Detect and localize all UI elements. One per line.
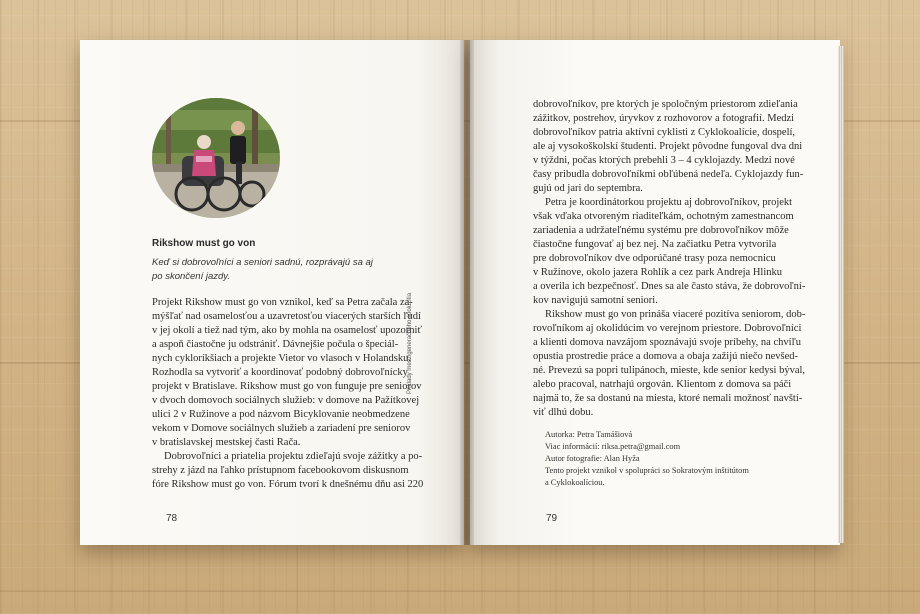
body-line: nych cykloríkšiach a projekte Vietor vo vlasoch v Holandsku. xyxy=(152,353,411,364)
article-heading: Rikshow must go von xyxy=(152,238,256,249)
credit-photo: Autor fotografie: Alan Hyža xyxy=(545,454,640,463)
body-line: mýšľať nad osamelosťou a uzavretosťou viacerých starších ľudí xyxy=(152,311,421,322)
credit-author: Autorka: Petra Tamášiová xyxy=(545,430,633,439)
body-line: opustia prostredie práce a domova a obaja zažijú niečo nevšed- xyxy=(533,351,799,362)
page-number-right: 79 xyxy=(546,513,558,524)
body-line: a overila ich bezpečnosť. Dnes sa ale často stáva, že dobrovoľní- xyxy=(533,281,806,292)
body-line: fóre Rikshow must go von. Fórum tvorí k dnešnému dňu asi 220 xyxy=(152,479,424,490)
body-line: gujú od jari do septembra. xyxy=(533,183,643,194)
open-book xyxy=(80,40,840,545)
body-line: Petra je koordinátorkou projektu aj dobrovoľníkov, projekt xyxy=(545,197,793,208)
body-line: v Ružinove, okolo jazera Rohlík a cez park Andreja Hlinku xyxy=(533,267,783,278)
body-line: vekom v Domove sociálnych služieb a zariadení pre seniorov xyxy=(152,423,411,434)
rickshaw-photo-image xyxy=(152,98,280,218)
body-line: Rozhodla sa vytvoriť a koordinovať podobný dobrovoľnícky xyxy=(152,367,408,378)
floor-seam xyxy=(0,590,920,592)
body-line: viť dlhú dobu. xyxy=(533,407,594,418)
body-line: ulici 2 v Ružinove a pod názvom Bicyklovanie neobmedzene xyxy=(152,409,410,420)
body-line: kov navigujú samotní seniori. xyxy=(533,295,658,306)
body-line: časy pribudla dobrovoľníkmi obľúbená nedeľa. Cyklojazdy fun- xyxy=(533,169,804,180)
body-line: v dvoch domovoch sociálnych služieb: v domove na Pažítkovej xyxy=(152,395,420,406)
credit-cooperation-cont: a Cyklokoalíciou. xyxy=(545,478,605,487)
body-line: strehy z jázd na ľahko prístupnom facebookovom diskusnom xyxy=(152,465,409,476)
body-line: né. Prevezú sa popri tulipánoch, mieste, kde senior kedysi býval, xyxy=(533,365,806,376)
credit-cooperation: Tento projekt vznikol v spolupráci so Sokratovým inštitútom xyxy=(545,466,749,475)
body-line: alebo pracoval, natrhajú orgován. Klientom z domova sa páči xyxy=(533,379,792,390)
lead-line: Keď si dobrovoľníci a seniori sadnú, rozprávajú sa aj xyxy=(152,257,373,268)
body-line: dobrovoľníkov, pre ktorých je spoločným priestorom zdieľania xyxy=(533,99,798,110)
body-line: pre dobrovoľníkov dve odporúčané trasy poza nemocnicu xyxy=(533,253,776,264)
body-line: v týždni, počas ktorých prebehli 3 – 4 cyklojazdy. Medzi nové xyxy=(533,155,795,166)
page-edges xyxy=(838,46,844,543)
right-page xyxy=(470,40,840,545)
running-head: Príklady medzigeneračného spolužitia xyxy=(407,292,413,394)
body-line: v bratislavskej mestskej časti Rača. xyxy=(152,437,301,448)
body-line: Projekt Rikshow must go von vznikol, keď sa Petra začala za- xyxy=(152,297,413,308)
body-line: najmä to, že sa dostanú na miesta, ktoré nemali možnosť navští- xyxy=(533,393,803,404)
rickshaw-photo xyxy=(152,98,280,218)
body-line: a klienti domova navzájom spoznávajú svoje príbehy, na chvíľu xyxy=(533,337,802,348)
body-line: zariadenia a udržateľnému systému pre dobrovoľníkov môže xyxy=(533,225,789,236)
lead-line: po skončení jazdy. xyxy=(152,271,230,282)
body-line: Dobrovoľníci a priatelia projektu zdieľajú svoje zážitky a po- xyxy=(164,451,423,462)
body-line: a aspoň čiastočne ju odstrániť. Dávnejšie počula o špeciál- xyxy=(152,339,399,350)
body-line: čiastočne fungovať aj bez nej. Na začiatku Petra vytvorila xyxy=(533,239,777,250)
body-line: v jej okolí a tiež nad tým, ako by mohla na osamelosť upozorniť xyxy=(152,325,422,336)
book-gutter xyxy=(460,40,474,545)
body-line: Rikshow must go von prináša viaceré pozitíva seniorom, dob- xyxy=(545,309,806,320)
page-number-left: 78 xyxy=(166,513,178,524)
body-line: dobrovoľníkov patria aktívni cyklisti z Cyklokoalície, dospelí, xyxy=(533,127,796,138)
body-line: projekt v Bratislave. Rikshow must go von funguje pre seniorov xyxy=(152,381,422,392)
credit-contact: Viac informácií: riksa.petra@gmail.com xyxy=(545,442,681,451)
body-line: zážitkov, postrehov, úryvkov z rozhovorov a fotografií. Medzi xyxy=(533,113,795,124)
body-line: rovoľníkom aj okolidúcim vo verejnom priestore. Dobrovoľníci xyxy=(533,323,802,334)
body-line: však vďaka otvoreným riaditeľkám, ochotným zamestnancom xyxy=(533,211,794,222)
body-line: ale aj vysokoškolskí študenti. Projekt pôvodne fungoval dva dni xyxy=(533,141,803,152)
